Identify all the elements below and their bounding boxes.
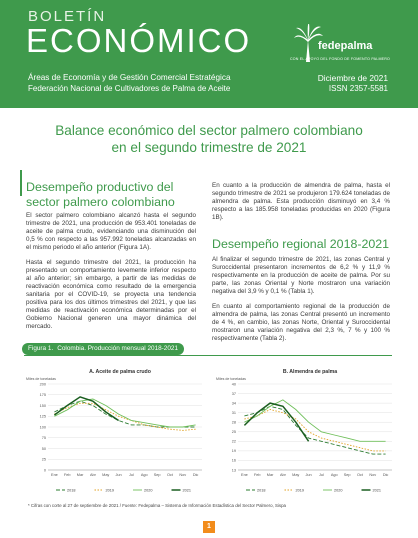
bulletin-label: BOLETÍN	[28, 8, 107, 25]
chart-b-series-2018	[244, 406, 385, 454]
chart-a-legend-label: 2020	[144, 488, 153, 493]
chart-b-xtick-label: Ene	[241, 473, 248, 477]
chart-b-xtick-label: Jul	[318, 473, 324, 477]
logo-tagline: CON EL APOYO DEL FONDO DE FOMENTO PALMERO	[290, 57, 391, 61]
chart-b-ytick-label: 16	[231, 458, 236, 463]
chart-b-xtick-label: May	[292, 473, 300, 477]
issue-date: Diciembre de 2021	[317, 73, 388, 83]
chart-b-ytick-label: 28	[231, 420, 236, 425]
chart-b-xtick-label: Sep	[343, 473, 351, 477]
chart-b-ytick-label: 34	[231, 401, 236, 406]
chart-b-xtick-label: Oct	[356, 473, 363, 477]
header-banner	[0, 0, 418, 108]
issn-number: ISSN 2357-5581	[328, 84, 388, 93]
chart-b-xtick-label: Abr	[279, 473, 286, 477]
chart-a-xtick-label: Sep	[153, 473, 161, 477]
chart-a-legend-label: 2019	[105, 488, 114, 493]
chart-a-xtick-label: Mar	[76, 473, 84, 477]
chart-a-ytick-label: 75	[41, 436, 46, 441]
federation-subtitle: Federación Nacional de Cultivadores de Palma de Aceite	[28, 84, 231, 93]
chart-a-ytick-label: 200	[39, 382, 46, 387]
chart-b-xtick-label: Mar	[266, 473, 274, 477]
chart-b-ytick-label: 25	[231, 430, 236, 435]
source-footnote: * Cifras con corte al 27 de septiembre de 2021 / Fuente: Fedepalma – Sistema de Información Estadística del Sector Palmero, Sispa	[28, 503, 286, 508]
publication-title: ECONÓMICO	[26, 22, 252, 59]
chart-b-svg	[212, 362, 397, 500]
chart-b-xtick-label: Ago	[330, 473, 338, 477]
chart-a-xtick-label: May	[102, 473, 110, 477]
chart-b-ytick-label: 19	[231, 449, 236, 454]
chart-b-title: B. Almendra de palma	[282, 369, 338, 375]
chart-b-legend-label: 2020	[334, 488, 343, 493]
chart-b-ytick-label: 37	[231, 391, 236, 396]
areas-subtitle: Áreas de Economía y de Gestión Comercial Estratégica	[28, 73, 231, 82]
chart-a-legend-label: 2018	[67, 488, 76, 493]
chart-a-title: A. Aceite de palma crudo	[89, 369, 151, 375]
chart-a-xtick-label: Jun	[115, 473, 122, 477]
chart-b-ytick-label: 31	[231, 410, 236, 415]
figure-rule	[24, 355, 392, 356]
page-number: 1	[203, 521, 215, 533]
chart-a-xtick-label: Ene	[51, 473, 58, 477]
chart-b-ytick-label: 13	[231, 468, 236, 473]
right-column-regional	[212, 256, 390, 350]
chart-b-xtick-label: Nov	[369, 473, 377, 477]
chart-a-xtick-label: Dic	[192, 473, 199, 477]
right-column	[212, 182, 390, 229]
chart-crude-palm-oil	[22, 362, 207, 500]
chart-a-xtick-label: Feb	[63, 473, 71, 477]
chart-b-xtick-label: Jun	[305, 473, 312, 477]
chart-b-legend-label: 2021	[372, 488, 381, 493]
chart-a-ytick-label: 175	[39, 393, 46, 398]
chart-a-svg	[22, 362, 207, 500]
paragraph: Hasta el segundo trimestre del 2021, la producción ha presentado un comportamiento levemente inferior respecto al año anterior; sin embargo, a partir de las medidas de reactivación económica como resultado de la emergencia sanitaria por el COVID-19, se proyecta una tendencia positiva para los dos últimos trimestres del 2021, y que las medidas de reactivación económica determinadas por el Gobierno Nacional generen una mayor dinámica del mercado.	[26, 259, 196, 330]
chart-b-legend-label: 2018	[257, 488, 266, 493]
paragraph: Al finalizar el segundo trimestre de 2021, las zonas Central y Suroccidental presentaron incrementos de 6,2 % y 11,9 % respectivamente en la producción de aceite de palma. Por su parte, las zonas Oriental y Norte mostraron una variación negativa del 3,9 % y 0,1 % (Tabla 1).	[212, 256, 390, 295]
paragraph: El sector palmero colombiano alcanzó hasta el segundo trimestre de 2021, una producción de 953.401 toneladas de aceite de palma crudo, evidenciando una disminución del 0,5 % con respecto a las 957.992 toneladas alcanzadas en el mismo periodo el año anterior (Figura 1A).	[26, 212, 196, 251]
figure-label: Figura 1. Colombia. Producción mensual 2018-2021	[22, 343, 184, 355]
chart-b-series-2019	[244, 410, 385, 451]
chart-a-ytick-label: 25	[41, 457, 46, 462]
chart-a-legend-label: 2021	[182, 488, 191, 493]
chart-a-ytick-label: 0	[43, 468, 46, 473]
article-title: Balance económico del sector palmero colombiano en el segundo trimestre de 2021	[55, 123, 363, 155]
chart-b-ytick-label: 40	[231, 382, 236, 387]
paragraph: En cuanto a la producción de almendra de palma, hasta el segundo trimestre de 2021 se produjeron 179.624 toneladas de almendra de palma. Esta producción disminuyó en 3,4 % respecto a las 185.958 toneladas producidas en 2020 (Figura 1B).	[212, 182, 390, 221]
chart-b-legend-label: 2019	[295, 488, 304, 493]
left-column	[26, 212, 196, 338]
chart-a-ytick-label: 125	[39, 414, 46, 419]
chart-a-ytick-label: 150	[39, 403, 46, 408]
section-title-regional: Desempeño regional 2018-2021	[212, 237, 390, 251]
chart-a-xtick-label: Jul	[128, 473, 134, 477]
chart-b-xtick-label: Feb	[253, 473, 261, 477]
chart-b-ylabel: Miles de toneladas	[216, 377, 246, 381]
chart-a-ytick-label: 50	[41, 446, 46, 451]
chart-b-ytick-label: 22	[231, 439, 236, 444]
section-title-productive: Desempeño productivo del sector palmero colombiano	[26, 180, 175, 209]
chart-a-series-2018	[54, 401, 195, 427]
chart-b-xtick-label: Dic	[382, 473, 389, 477]
chart-a-ylabel: Miles de toneladas	[26, 377, 56, 381]
chart-palm-kernel	[212, 362, 397, 500]
chart-a-xtick-label: Oct	[166, 473, 173, 477]
logo-wordmark: fedepalma	[318, 40, 373, 52]
paragraph: En cuanto al comportamiento regional de la producción de almendra de palma, las zonas Central presentó un incremento de 4 %, en cambio, las zonas Norte, Oriental y Suroccidental mostraron una variación negativa del 2,3 %, 7 % y 100 % respectivamente (Tabla 2).	[212, 303, 390, 342]
chart-a-ytick-label: 100	[39, 425, 46, 430]
section-accent-bar	[20, 170, 22, 196]
chart-a-xtick-label: Abr	[89, 473, 96, 477]
chart-a-xtick-label: Nov	[179, 473, 187, 477]
chart-a-xtick-label: Ago	[140, 473, 148, 477]
